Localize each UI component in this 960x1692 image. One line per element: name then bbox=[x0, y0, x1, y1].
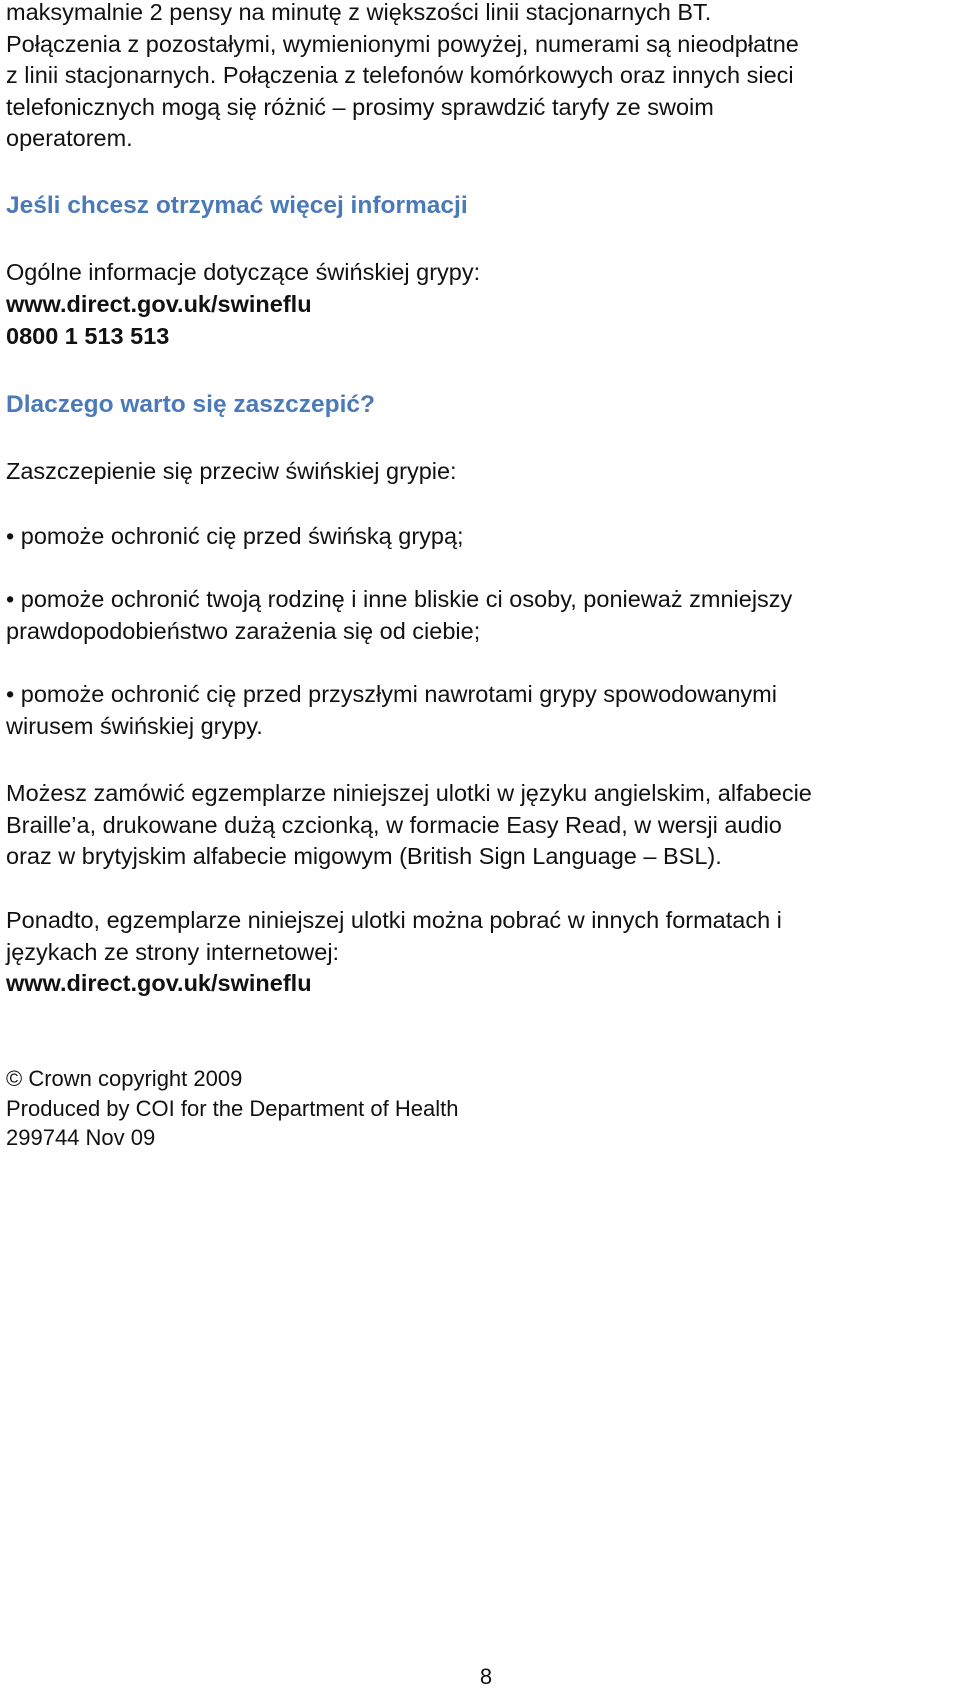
swineflu-link-bottom[interactable]: www.direct.gov.uk/swineflu bbox=[6, 970, 312, 996]
bullet-item bbox=[6, 584, 792, 647]
general-info-label: Ogólne informacje dotyczące świńskiej grypy: bbox=[6, 259, 481, 285]
swineflu-link-top[interactable]: www.direct.gov.uk/swineflu bbox=[6, 291, 312, 317]
bullet-text: wirusem świńskiej grypy. bbox=[6, 712, 263, 739]
bullet-text: prawdopodobieństwo zarażenia się od ciebie; bbox=[6, 617, 481, 644]
formats-paragraph bbox=[6, 778, 812, 873]
page-number-wrap bbox=[0, 1663, 960, 1691]
why-vaccinate-heading: Dlaczego warto się zaszczepić? bbox=[6, 391, 375, 418]
intro-line: maksymalnie 2 pensy na minutę z większości linii stacjonarnych BT. bbox=[6, 0, 712, 25]
more-info-heading: Jeśli chcesz otrzymać więcej informacji bbox=[6, 192, 468, 219]
intro-line: z linii stacjonarnych. Połączenia z telefonów komórkowych oraz innych sieci bbox=[6, 62, 794, 88]
producer-credit: Produced by COI for the Department of Health bbox=[6, 1095, 459, 1121]
bullet-icon: • bbox=[6, 681, 15, 707]
bullet-icon: • bbox=[6, 523, 15, 549]
intro-line: operatorem. bbox=[6, 125, 133, 151]
intro-paragraph bbox=[6, 0, 799, 155]
footer bbox=[6, 1064, 458, 1153]
formats-line: oraz w brytyjskim alfabecie migowym (British Sign Language – BSL). bbox=[6, 843, 722, 869]
copyright-notice: © Crown copyright 2009 bbox=[6, 1066, 243, 1091]
reference-code: 299744 Nov 09 bbox=[6, 1125, 156, 1150]
bullet-text: pomoże ochronić twoją rodzinę i inne bliskie ci osoby, ponieważ zmniejszy bbox=[20, 586, 793, 612]
intro-line: telefonicznych mogą się różnić – prosimy sprawdzić taryfy ze swoim bbox=[6, 93, 714, 120]
download-paragraph bbox=[6, 905, 782, 1000]
why-vaccinate-intro: Zaszczepienie się przeciw świńskiej grypie: bbox=[6, 458, 457, 484]
bullet-icon: • bbox=[6, 586, 15, 612]
intro-line: Połączenia z pozostałymi, wymienionymi powyżej, numerami są nieodpłatne bbox=[6, 30, 799, 57]
download-line: językach ze strony internetowej: bbox=[6, 938, 340, 965]
info-phone-number: 0800 1 513 513 bbox=[6, 323, 170, 349]
page-number: 8 bbox=[479, 1664, 493, 1689]
formats-line: Możesz zamówić egzemplarze niniejszej ulotki w języku angielskim, alfabecie bbox=[6, 780, 812, 806]
bullet-item bbox=[6, 521, 464, 553]
formats-line: Braille’a, drukowane dużą czcionką, w formacie Easy Read, w wersji audio bbox=[6, 811, 782, 838]
bullet-text: pomoże ochronić cię przed świńską grypą; bbox=[20, 523, 464, 549]
bullet-item bbox=[6, 679, 777, 742]
bullet-text: pomoże ochronić cię przed przyszłymi nawrotami grypy spowodowanymi bbox=[20, 681, 777, 707]
download-line: Ponadto, egzemplarze niniejszej ulotki można pobrać w innych formatach i bbox=[6, 907, 782, 933]
